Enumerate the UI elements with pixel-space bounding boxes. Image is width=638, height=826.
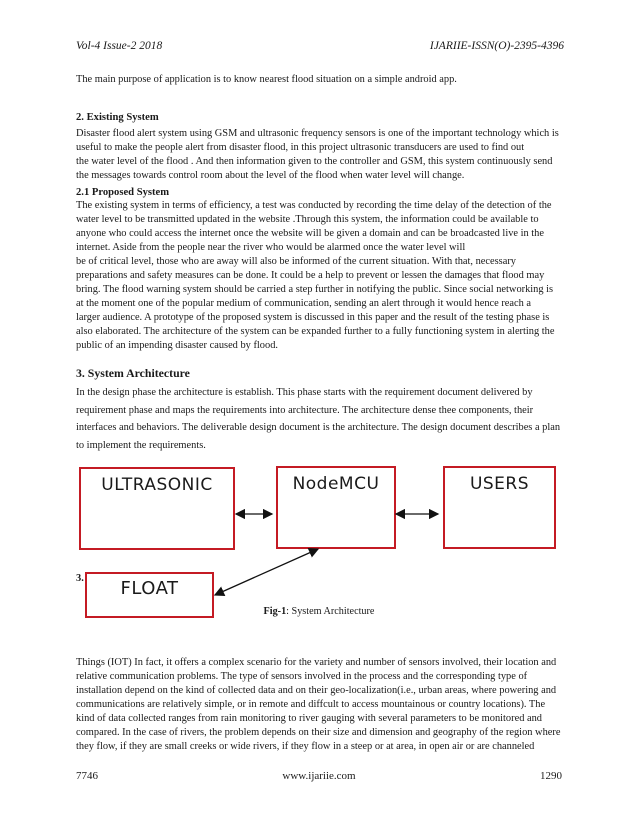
text-line: In the design phase the architecture is establish. This phase starts with the requirement document delivered by <box>76 387 533 398</box>
text-line: preparations and safety measures can be done. It could be a help to prevent or lessen the damages that flood may <box>76 270 545 281</box>
text-line: at the moment one of the popular medium of communication, sending an alert through it would hence reach a <box>76 298 532 309</box>
float-label: FLOAT <box>120 578 179 599</box>
iot-paragraph <box>76 656 562 754</box>
text-line: communications are relatively simple, or in remote and diffcult to access mountainous or country locations). The <box>76 699 546 710</box>
text-line: bring. The flood warning system should be carried a step further in notifying the public. Since social networking is <box>76 284 554 295</box>
intro-paragraph: The main purpose of application is to know nearest flood situation on a simple android app. <box>76 74 457 85</box>
text-line: requirement phase and maps the requirements into architecture. The architecture dense thee components, their <box>76 404 534 416</box>
proposed-system-heading: 2.1 Proposed System <box>76 187 170 198</box>
running-header-issn: IJARIIE-ISSN(O)-2395-4396 <box>429 40 564 52</box>
text-line: larger audience. A prototype of the proposed system is discussed in this paper and the result of the testing phase is <box>76 312 550 323</box>
text-line: to implement the requirements. <box>76 439 206 451</box>
text-line: the water level of the flood . And then information given to the controller and GSM, this system continuously send <box>76 156 553 167</box>
text-line: also elaborated. The architecture of the system can be expanded further to a fully functioning system in alerting the <box>76 326 555 337</box>
ultrasonic-label: ULTRASONIC <box>101 475 213 495</box>
text-line: be of critical level, those who are away will also be informed of the current situation. With that, necessary <box>76 256 516 267</box>
text-line: compared. In the case of rivers, the problem depends on their size and dimension and geography of the region where <box>76 727 561 738</box>
figure-caption <box>0 606 638 617</box>
text-line: internet. Aside from the people near the river who would be alarmed once the water level will <box>76 242 466 253</box>
text-line: kind of data collected ranges from rain monitoring to river gauging with several parameters to be monitored and <box>76 713 542 724</box>
text-line: water level to be transmitted updated in the website .Through this system, the information could be available to <box>76 214 539 225</box>
page-number-right: 1290 <box>540 770 562 782</box>
system-architecture-heading: 3. System Architecture <box>76 366 190 380</box>
running-header-volume: Vol-4 Issue-2 2018 <box>76 40 163 52</box>
text-line: anyone who could access the internet once the website will be given a domain and can be broadcasted live in the <box>76 228 544 239</box>
existing-system-heading: 2. Existing System <box>76 112 159 123</box>
text-line: the messages towards control room about the level of the flood when water level will change. <box>76 170 465 181</box>
text-line: they flow, if they are small creeks or wide rivers, if they flow in a steep or at area, in open air or are channeled <box>76 741 535 752</box>
users-label: USERS <box>469 474 530 494</box>
figure-label: Fig-1 <box>263 606 287 617</box>
text-line: Disaster flood alert system using GSM and ultrasonic frequency sensors is one of the important technology which is <box>76 128 559 139</box>
nodemcu-label: NodeMCU <box>292 474 380 494</box>
section-number-stub: 3. <box>76 573 84 584</box>
float-nodemcu-arrow <box>215 549 318 595</box>
text-line: public of an impending disaster caused by flood. <box>76 340 278 351</box>
footer-website: www.ijariie.com <box>282 770 356 782</box>
text-line: relative communication problems. The type of sensors involved in the process and the corresponding type of <box>76 671 528 682</box>
page-number-left: 7746 <box>76 770 98 782</box>
text-line: useful to make the people alert from disaster flood, in this project ultrasonic transducers are used to find out <box>76 142 525 153</box>
text-line: installation depend on the kind of collected data and on their geo-localization(i.e., urban areas, where powering and <box>76 685 557 696</box>
figure-title: : System Architecture <box>286 606 375 617</box>
text-line: Things (IOT) In fact, it offers a complex scenario for the variety and number of sensors involved, their location and <box>76 657 557 668</box>
text-line: interfaces and behaviors. The deliverable design document is the architecture. The design document describes a plan <box>76 422 561 433</box>
text-line: The existing system in terms of efficiency, a test was conducted by recording the time delay of the detection of the <box>76 200 552 211</box>
